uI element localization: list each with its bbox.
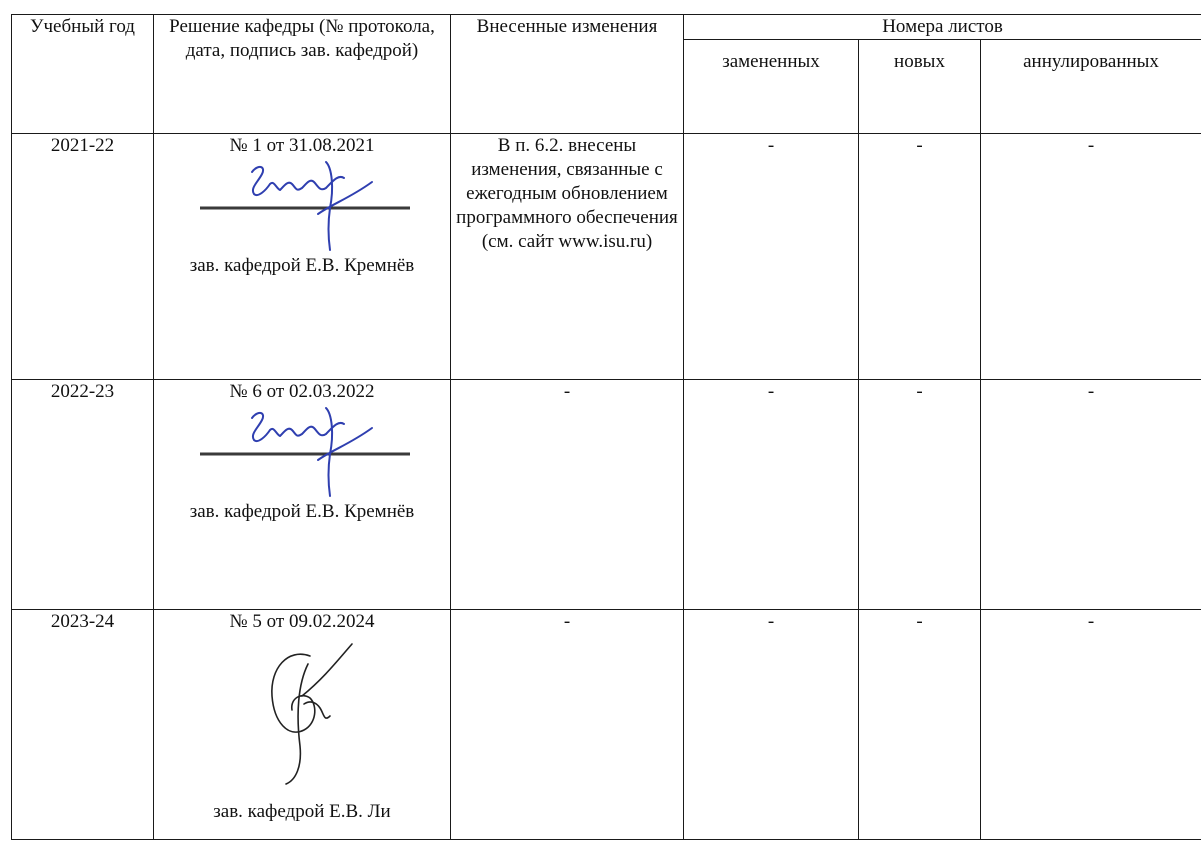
replaced-cell: - (684, 610, 859, 840)
protocol-number: № 1 от 31.08.2021 (229, 135, 375, 156)
cancelled-cell: - (981, 134, 1201, 380)
year-cell: 2021-22 (12, 134, 154, 380)
header-year: Учебный год (12, 15, 154, 134)
signature-image (192, 634, 412, 800)
replaced-cell: - (684, 380, 859, 610)
head-of-department: зав. кафедрой Е.В. Кремнёв (189, 501, 415, 522)
new-cell: - (859, 380, 981, 610)
signature-image (192, 158, 412, 254)
year-cell: 2022-23 (12, 380, 154, 610)
changes-cell: - (451, 380, 684, 610)
revision-table (11, 14, 1201, 840)
cancelled-cell: - (981, 380, 1201, 610)
protocol-number: № 5 от 09.02.2024 (229, 611, 375, 632)
signature-image (192, 404, 412, 500)
header-decision: Решение кафедры (№ протокола, дата, подпись зав. кафедрой) (154, 15, 451, 134)
header-cancelled: аннулированных (981, 40, 1201, 134)
decision-cell (154, 380, 451, 610)
head-of-department: зав. кафедрой Е.В. Кремнёв (189, 255, 415, 276)
new-cell: - (859, 610, 981, 840)
year-cell: 2023-24 (12, 610, 154, 840)
header-changes: Внесенные изменения (451, 15, 684, 134)
cancelled-cell: - (981, 610, 1201, 840)
header-row (12, 15, 1201, 40)
decision-cell (154, 134, 451, 380)
changes-cell: В п. 6.2. внесены изменения, связанные с ежегодным обновлением программного обеспечения (см. сайт www.isu.ru) (451, 134, 684, 380)
changes-cell: - (451, 610, 684, 840)
new-cell: - (859, 134, 981, 380)
table-row (12, 380, 1201, 610)
table-row (12, 134, 1201, 380)
protocol-number: № 6 от 02.03.2022 (229, 381, 375, 402)
header-sheet-numbers: Номера листов (684, 15, 1201, 40)
table-row (12, 610, 1201, 840)
head-of-department: зав. кафедрой Е.В. Ли (213, 801, 391, 822)
decision-cell (154, 610, 451, 840)
header-new: новых (859, 40, 981, 134)
replaced-cell: - (684, 134, 859, 380)
header-replaced: замененных (684, 40, 859, 134)
